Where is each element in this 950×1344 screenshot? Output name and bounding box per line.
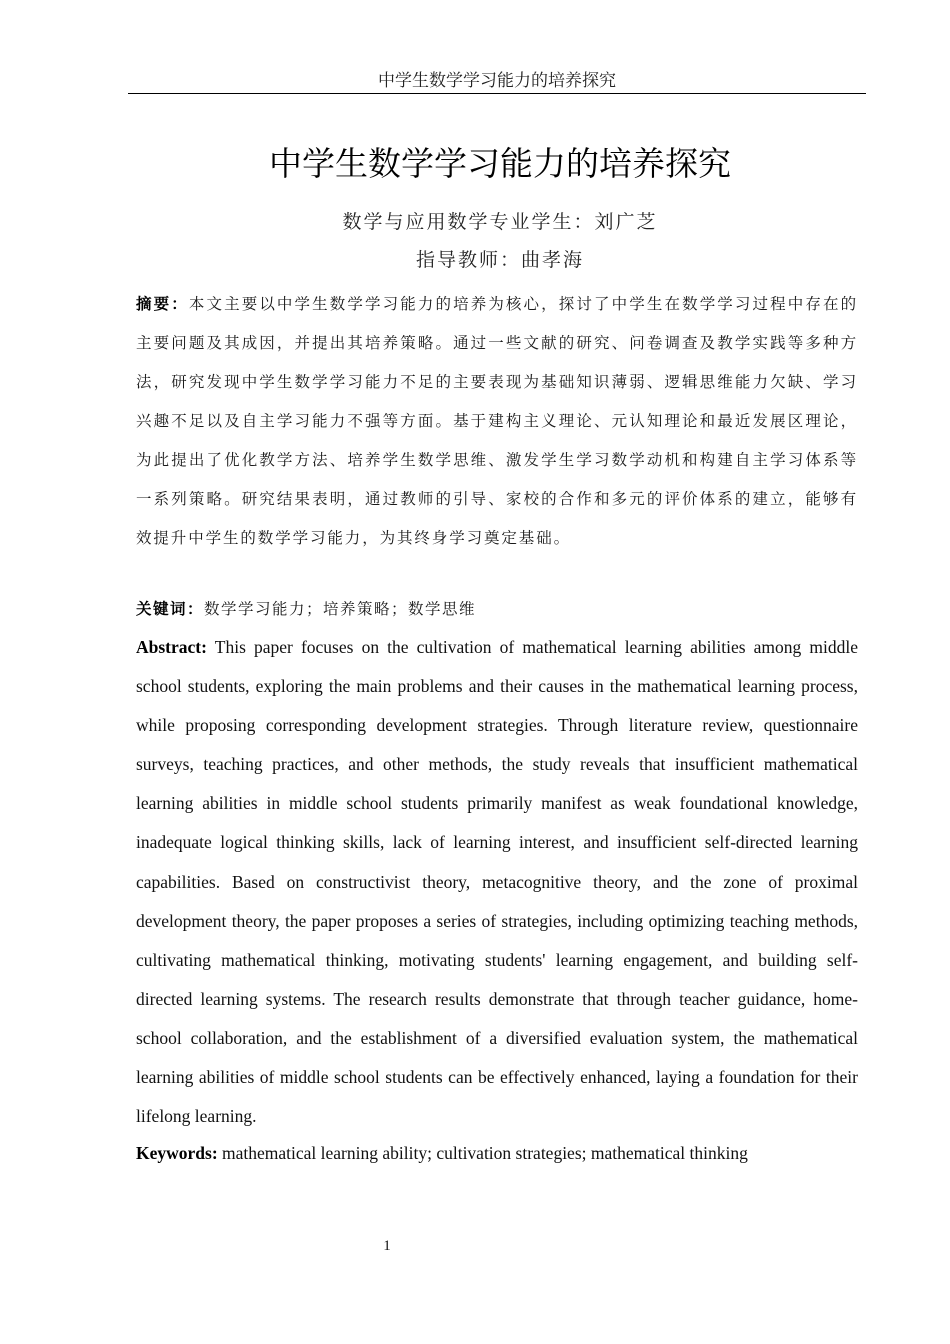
keywords-en bbox=[136, 1139, 858, 1167]
keywords-cn-text: 数学学习能力；培养策略；数学思维 bbox=[204, 600, 477, 618]
abstract-en bbox=[136, 628, 858, 1136]
running-header: 中学生数学学习能力的培养探究 bbox=[378, 71, 616, 91]
keywords-en-text: mathematical learning ability; cultivation strategies; mathematical thinking bbox=[222, 1143, 748, 1163]
keywords-cn-label: 关键词： bbox=[136, 599, 205, 618]
abstract-cn-label: 摘要： bbox=[136, 294, 189, 313]
author-line: 数学与应用数学专业学生：刘广芝 bbox=[342, 211, 658, 233]
abstract-cn bbox=[136, 284, 858, 558]
header-rule bbox=[128, 93, 866, 94]
keywords-cn bbox=[136, 594, 858, 624]
abstract-en-label: Abstract: bbox=[136, 637, 207, 657]
abstract-en-text: This paper focuses on the cultivation of mathematical learning abilities among middle school students, exploring the main problems and their causes in the mathematical learning process, while proposing corresponding development strategies. Through literature review, questionnaire surveys, teaching practices, and other methods, the study reveals that insufficient mathematical learning abilities in middle school students primarily manifest as weak foundational knowledge, inadequate logical thinking skills, lack of learning interest, and insufficient self-directed learning capabilities. Based on constructivist theory, metacognitive theory, and the zone of proximal development theory, the paper proposes a series of strategies, including optimizing teaching methods, cultivating mathematical thinking, motivating students' learning engagement, and building self-directed learning systems. The research results demonstrate that through teacher guidance, home-school collaboration, and the establishment of a diversified evaluation system, the mathematical learning abilities of middle school students can be effectively enhanced, laying a foundation for their lifelong learning. bbox=[136, 637, 859, 1127]
page-number: 1 bbox=[383, 1238, 391, 1254]
keywords-en-label: Keywords: bbox=[136, 1143, 218, 1163]
advisor-line: 指导教师：曲孝海 bbox=[415, 249, 584, 271]
abstract-cn-text: 本文主要以中学生数学学习能力的培养为核心，探讨了中学生在数学学习过程中存在的主要问题及其成因，并提出其培养策略。通过一些文献的研究、问卷调查及教学实践等多种方法，研究发现中学生数学学习能力不足的主要表现为基础知识薄弱、逻辑思维能力欠缺、学习兴趣不足以及自主学习能力不强等方面。基于建构主义理论、元认知理论和最近发展区理论，为此提出了优化教学方法、培养学生数学思维、激发学生学习数学动机和构建自主学习体系等一系列策略。研究结果表明，通过教师的引导、家校的合作和多元的评价体系的建立，能够有效提升中学生的数学学习能力，为其终身学习奠定基础。 bbox=[136, 295, 859, 547]
paper-title: 中学生数学学习能力的培养探究 bbox=[269, 144, 731, 183]
